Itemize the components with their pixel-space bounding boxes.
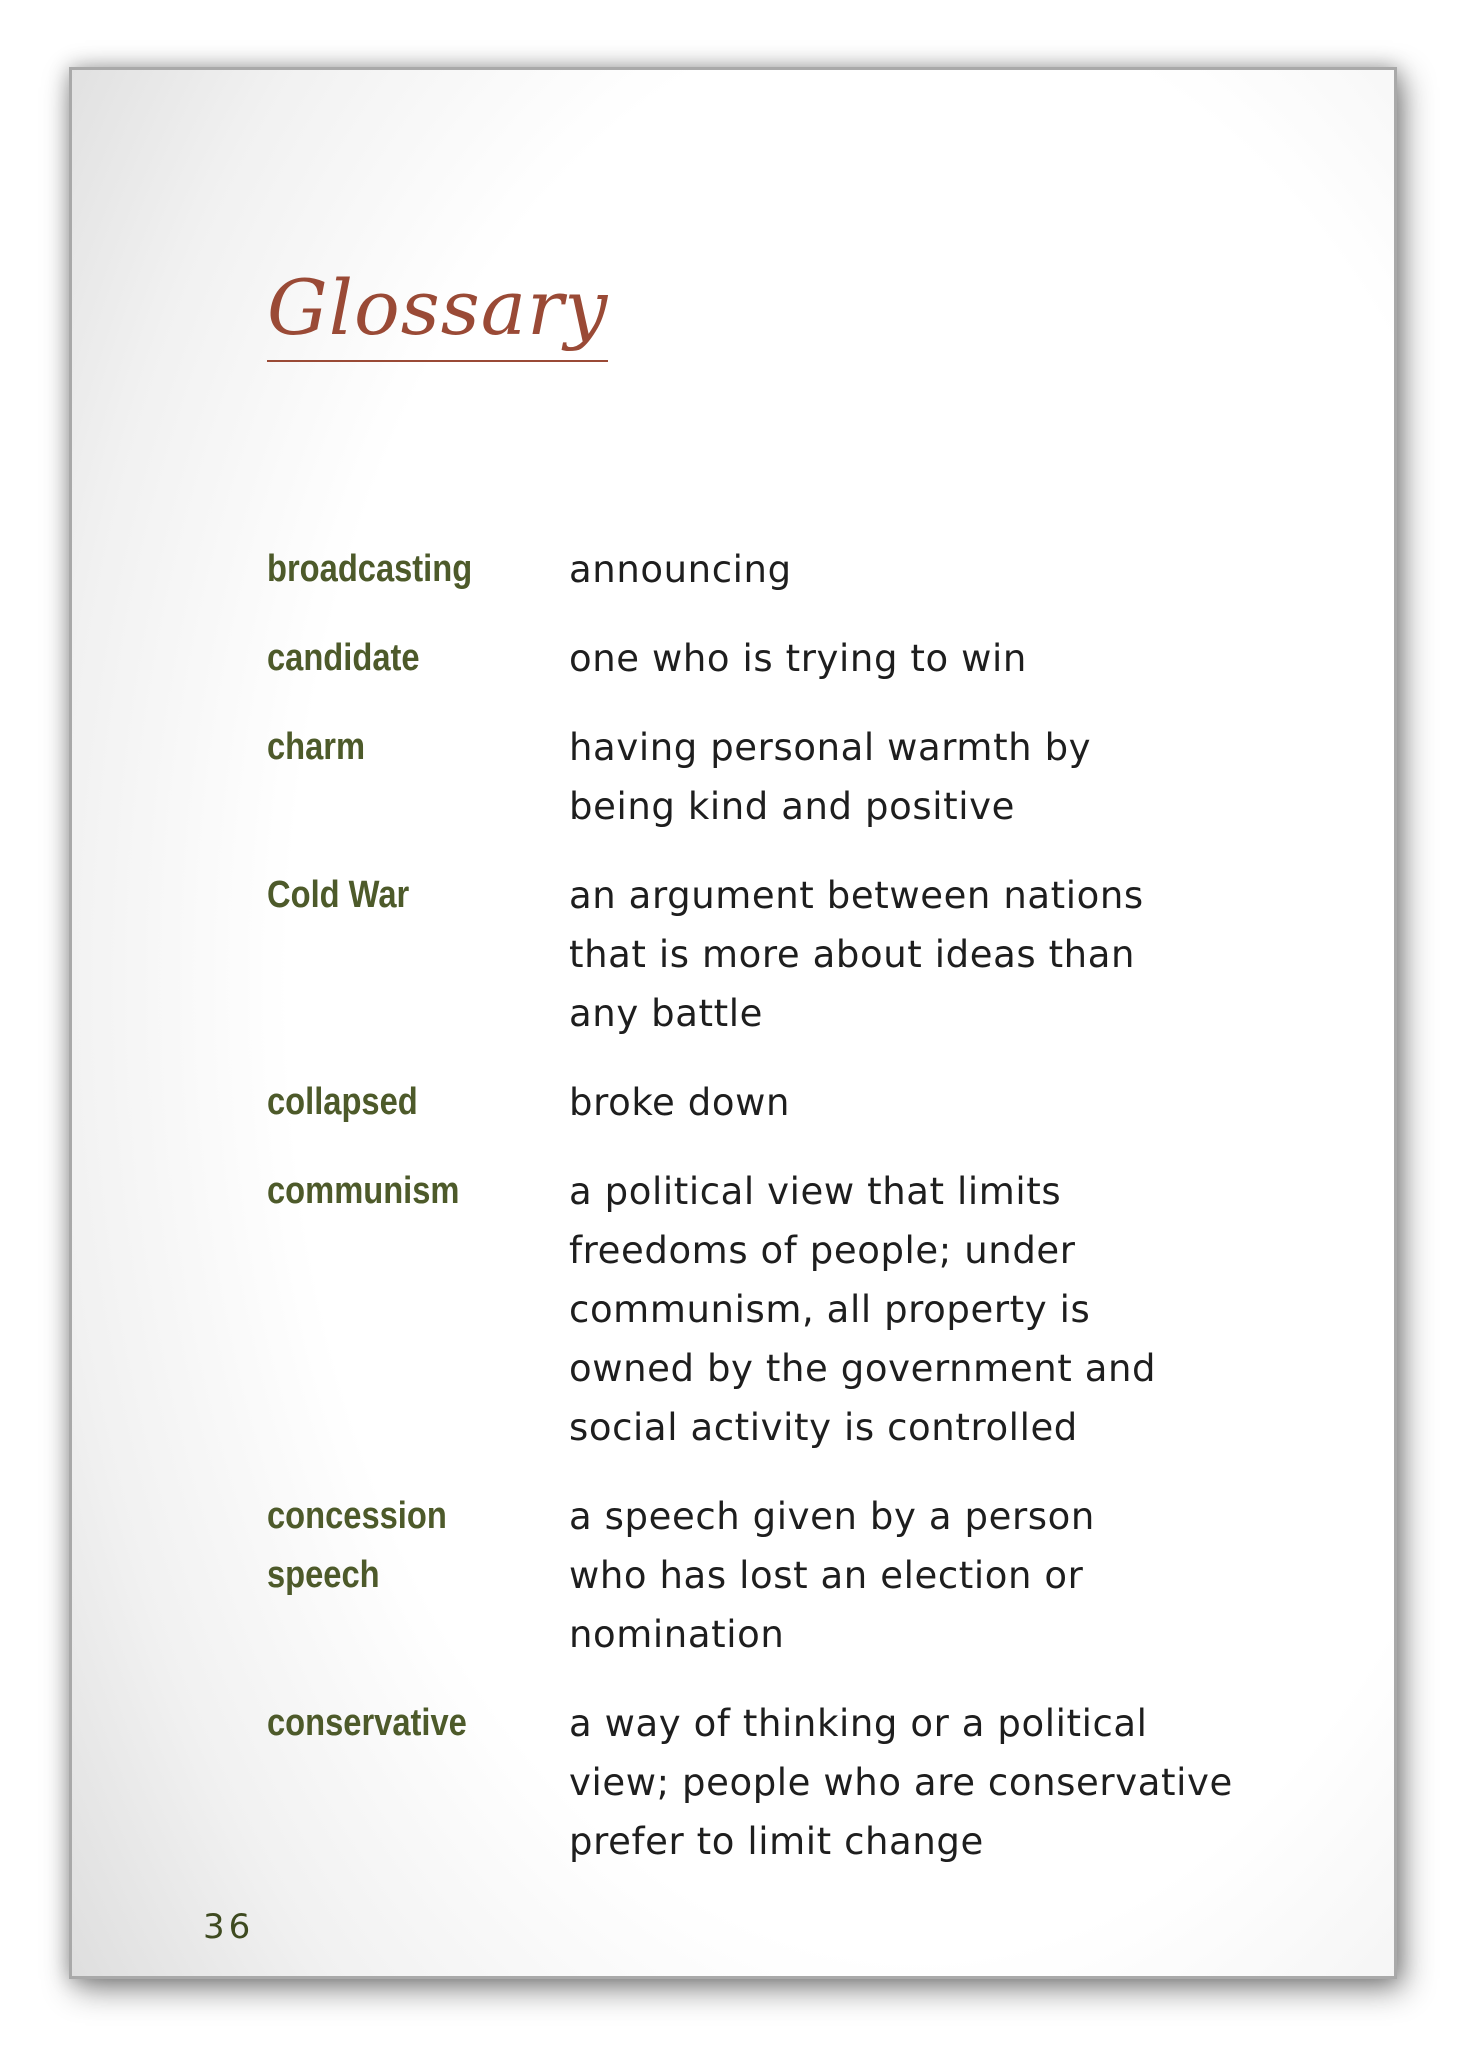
glossary-term: conservative (267, 1702, 467, 1744)
glossary-entry (267, 866, 1307, 1043)
glossary-term: collapsed (267, 1081, 418, 1123)
page-title: Glossary (267, 270, 608, 362)
glossary-entry (267, 1073, 1307, 1132)
glossary-entry (267, 1487, 1307, 1664)
glossary-definition: a political view that limits freedoms of people; under communism, all property is owned by the government and social activity is controlled (569, 1170, 1157, 1449)
page-number: 36 (203, 1907, 255, 1947)
glossary-definition: an argument between nations that is more about ideas than any battle (569, 874, 1144, 1035)
book-page (69, 67, 1397, 1979)
glossary-term: communism (267, 1170, 460, 1212)
glossary-definition: broke down (569, 1081, 790, 1124)
glossary-entry (267, 1694, 1307, 1871)
glossary-term: concession speech (267, 1495, 447, 1596)
glossary-definition: announcing (569, 548, 792, 591)
glossary-list (267, 540, 1307, 1871)
glossary-term: candidate (267, 637, 420, 679)
glossary-term: Cold War (267, 874, 410, 916)
glossary-entry (267, 1162, 1307, 1457)
glossary-term: broadcasting (267, 548, 473, 590)
glossary-entry (267, 540, 1307, 599)
glossary-definition: a speech given by a person who has lost an election or nomination (569, 1495, 1095, 1656)
glossary-definition: one who is trying to win (569, 637, 1027, 680)
glossary-definition: a way of thinking or a political view; people who are conservative prefer to limit change (569, 1702, 1233, 1863)
glossary-term: charm (267, 726, 366, 768)
glossary-definition: having personal warmth by being kind and positive (569, 726, 1092, 828)
glossary-entry (267, 718, 1307, 836)
glossary-entry (267, 629, 1307, 688)
